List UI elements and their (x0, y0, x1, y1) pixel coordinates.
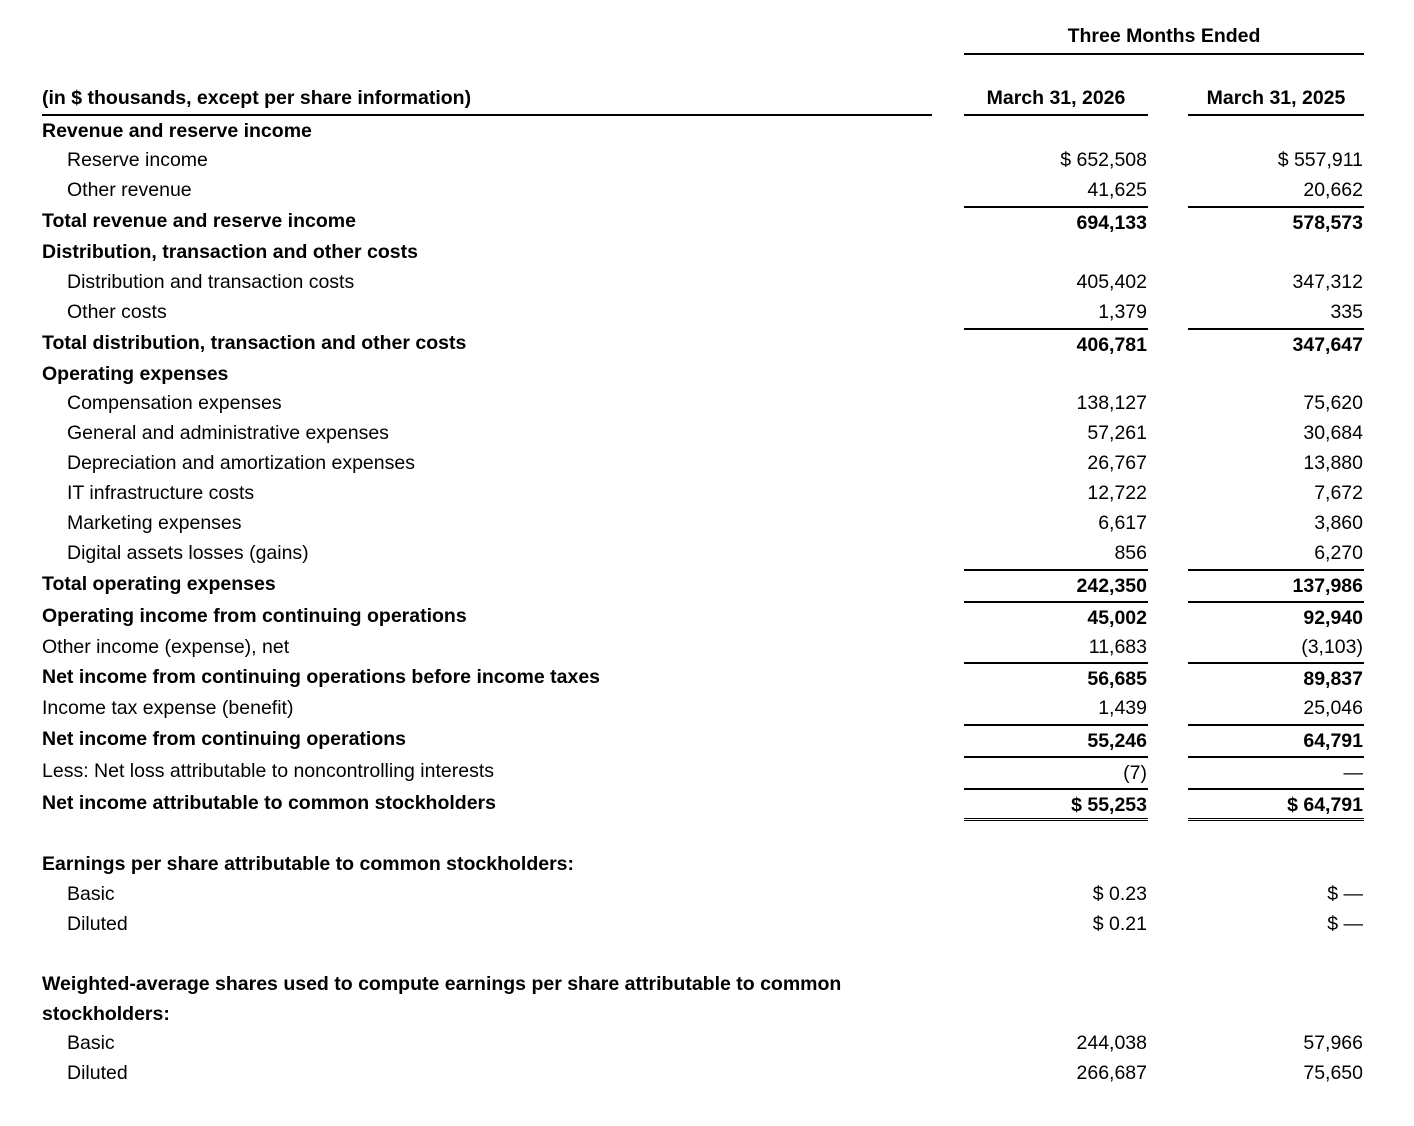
value-2026: 242,350 (964, 569, 1148, 599)
value-2026: 6,617 (1098, 512, 1147, 534)
row-label: Operating income from continuing operations (42, 605, 467, 627)
value-2026: 138,127 (1076, 392, 1147, 414)
table-row (0, 724, 1414, 754)
value-2025: 347,647 (1188, 328, 1364, 358)
value-2026: 1,439 (1098, 697, 1147, 719)
table-row (0, 388, 1414, 418)
table-row (0, 116, 1414, 146)
value-2026: 57,261 (1087, 422, 1147, 444)
value-2026: $ 0.21 (1092, 913, 1147, 935)
row-label: Distribution and transaction costs (67, 271, 355, 293)
value-2026: 266,687 (1076, 1062, 1147, 1084)
row-label: Total distribution, transaction and other costs (42, 332, 467, 354)
row-label: Depreciation and amortization expenses (67, 452, 415, 474)
table-row (0, 237, 1414, 267)
value-2026: (7) (964, 756, 1148, 786)
table-row (0, 909, 1414, 939)
table-row (0, 601, 1414, 631)
row-label: Marketing expenses (67, 512, 242, 534)
value-2025: 578,573 (1188, 206, 1364, 236)
table-row (0, 788, 1414, 818)
row-label: Other costs (67, 301, 167, 323)
value-2025: 75,650 (1303, 1062, 1363, 1084)
table-row (0, 145, 1414, 175)
row-label: Income tax expense (benefit) (42, 697, 294, 719)
value-2025: 347,312 (1292, 271, 1363, 293)
value-2026: 45,002 (964, 601, 1148, 631)
value-2026: $ 652,508 (1060, 149, 1147, 171)
value-2026: 41,625 (1087, 179, 1147, 201)
value-2025: $ 64,791 (1188, 788, 1364, 821)
value-2025: $ — (1327, 883, 1363, 905)
units-header: (in $ thousands, except per share information) (42, 84, 932, 116)
value-2025: 6,270 (1314, 542, 1363, 564)
table-row (0, 418, 1414, 448)
row-label: Net income from continuing operations before income taxes (42, 666, 601, 688)
table-row (0, 1028, 1414, 1058)
table-row (0, 879, 1414, 909)
value-2026: 856 (1114, 542, 1147, 564)
table-row (0, 508, 1414, 538)
row-label: Other revenue (67, 179, 192, 201)
column-header-2026: March 31, 2026 (964, 84, 1148, 116)
table-row (0, 267, 1414, 297)
column-header-2025: March 31, 2025 (1188, 84, 1364, 116)
table-row (0, 478, 1414, 508)
table-row (0, 538, 1414, 568)
value-2026: 55,246 (964, 724, 1148, 754)
value-2025: $ — (1327, 913, 1363, 935)
row-label: IT infrastructure costs (67, 482, 255, 504)
row-label: Less: Net loss attributable to noncontrolling interests (42, 760, 494, 782)
value-2025: $ 557,911 (1277, 149, 1363, 171)
value-2025: 137,986 (1188, 569, 1364, 599)
table-row (0, 849, 1414, 879)
period-header: Three Months Ended (964, 22, 1364, 55)
value-2025: 3,860 (1314, 512, 1363, 534)
row-label: Basic (67, 1032, 115, 1054)
table-row (0, 569, 1414, 599)
table-row (0, 969, 1414, 999)
value-2026: 694,133 (964, 206, 1148, 236)
table-row (0, 662, 1414, 692)
value-2025: 57,966 (1303, 1032, 1363, 1054)
row-label: Digital assets losses (gains) (67, 542, 309, 564)
value-2025: 7,672 (1314, 482, 1363, 504)
row-label: stockholders: (42, 1003, 170, 1025)
value-2025: 30,684 (1303, 422, 1363, 444)
value-2025: 25,046 (1303, 697, 1363, 719)
row-label: Revenue and reserve income (42, 120, 312, 142)
table-row (0, 359, 1414, 389)
row-label: Total operating expenses (42, 573, 276, 595)
value-2026: 1,379 (1098, 301, 1147, 323)
value-2026: 56,685 (964, 662, 1148, 692)
row-label: Net income attributable to common stockholders (42, 792, 496, 814)
value-2026: 405,402 (1076, 271, 1147, 293)
table-row (0, 206, 1414, 236)
row-label: Weighted-average shares used to compute earnings per share attributable to common (42, 973, 842, 995)
row-label: General and administrative expenses (67, 422, 389, 444)
value-2026: $ 0.23 (1092, 883, 1147, 905)
value-2025: 20,662 (1303, 179, 1363, 201)
value-2026: 406,781 (964, 328, 1148, 358)
table-row (0, 328, 1414, 358)
value-2025: 13,880 (1303, 452, 1363, 474)
row-label: Compensation expenses (67, 392, 282, 414)
row-label: Reserve income (67, 149, 208, 171)
value-2025: (3,103) (1301, 636, 1363, 658)
row-label: Diluted (67, 1062, 128, 1084)
value-2025: 89,837 (1188, 662, 1364, 692)
row-label: Total revenue and reserve income (42, 210, 356, 232)
value-2025: 335 (1330, 301, 1363, 323)
value-2025: 92,940 (1188, 601, 1364, 631)
row-label: Earnings per share attributable to common stockholders: (42, 853, 575, 875)
row-label: Distribution, transaction and other costs (42, 241, 418, 263)
row-label: Basic (67, 883, 115, 905)
table-row (0, 756, 1414, 786)
value-2025: — (1188, 756, 1364, 786)
table-row (0, 999, 1414, 1029)
row-label: Diluted (67, 913, 128, 935)
table-row (0, 297, 1414, 327)
value-2026: 26,767 (1087, 452, 1147, 474)
table-row (0, 1058, 1414, 1088)
row-label: Other income (expense), net (42, 636, 290, 658)
table-row (0, 693, 1414, 723)
value-2026: 244,038 (1076, 1032, 1147, 1054)
row-label: Net income from continuing operations (42, 728, 407, 750)
value-2025: 64,791 (1188, 724, 1364, 754)
value-2026: 11,683 (1088, 636, 1147, 658)
table-row (0, 448, 1414, 478)
row-label: Operating expenses (42, 363, 229, 385)
table-row (0, 632, 1414, 662)
value-2026: $ 55,253 (964, 788, 1148, 821)
value-2026: 12,722 (1087, 482, 1147, 504)
table-row (0, 175, 1414, 205)
value-2025: 75,620 (1303, 392, 1363, 414)
